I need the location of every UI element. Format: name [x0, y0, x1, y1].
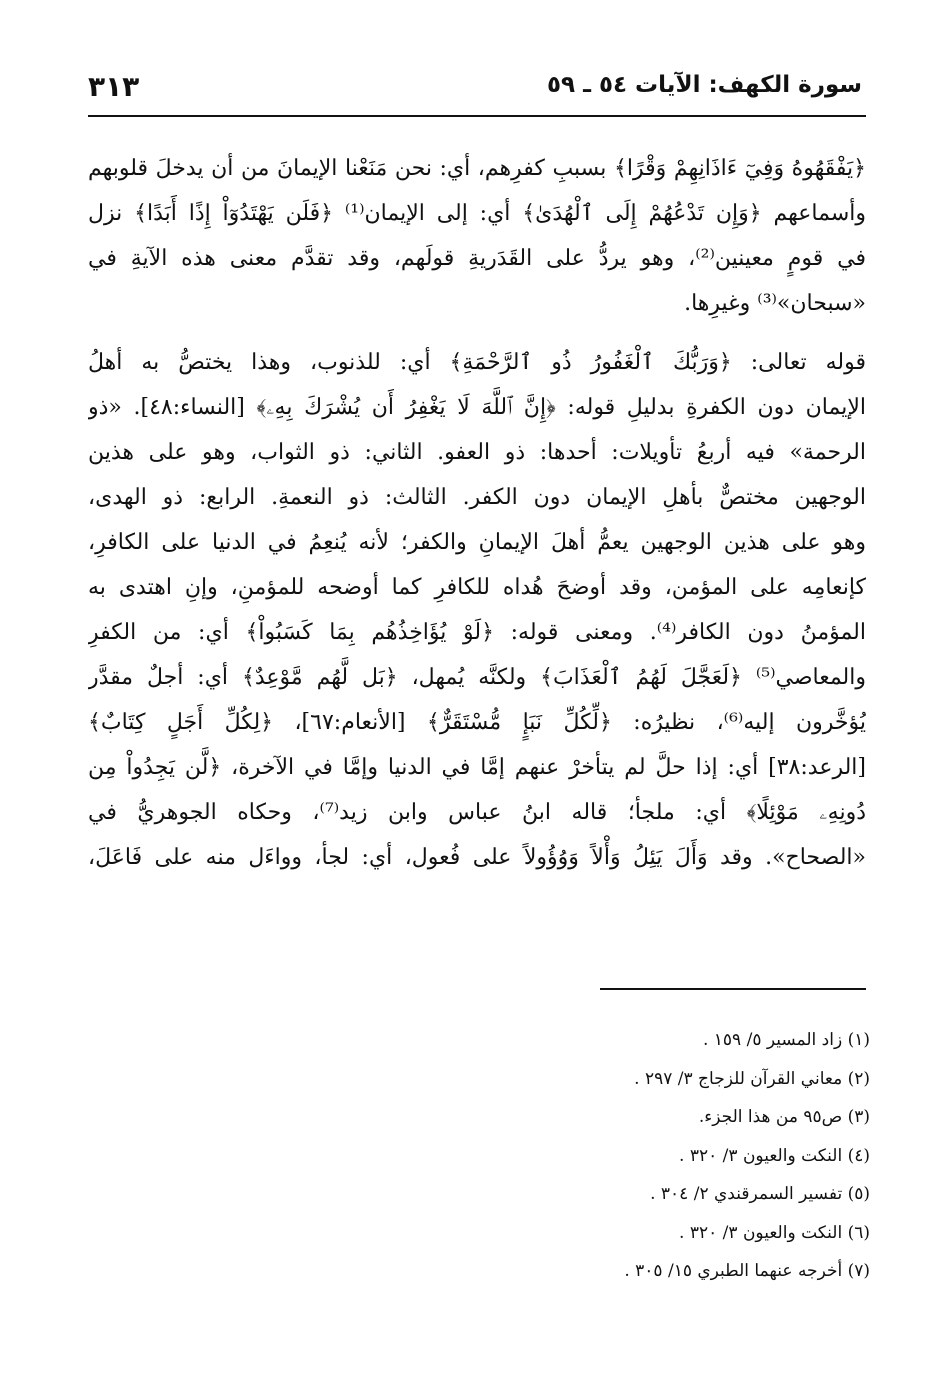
- text-line: يُؤخَّرون إليه⁽⁶⁾، نظيرُه: ﴿لِّكُلِّ نَبَإٍ مُّسْتَقَرٌّ﴾ [الأنعام:٦٧]، ﴿لِكُلِّ أَجَلٍ كِتَابٌ﴾: [88, 710, 866, 735]
- text-line: «سبحان»⁽³⁾ وغيرِها.: [684, 291, 866, 316]
- footnote: (١) زاد المسير ٥/ ١٥٩ .: [702, 1030, 870, 1050]
- paragraph-gap: [88, 326, 866, 340]
- page-number: ٣١٣: [88, 70, 140, 103]
- text-line: كإنعامِه على المؤمن، وقد أوضحَ هُداه للكافرِ كما أوضحه للمؤمنِ، وإنِ اهتدى به: [88, 575, 866, 600]
- text-line: «الصحاح». وقد وَأَلَ يَئِلُ وَأْلاً وَوُؤُولاً على فُعول، أي: لجأ، وواءَل منه على فَاعَلَ،: [88, 845, 866, 870]
- footnote: (٣) ص٩٥ من هذا الجزء.: [698, 1107, 870, 1127]
- main-text: [88, 146, 866, 880]
- footnote: (٢) معاني القرآن للزجاج ٣/ ٢٩٧ .: [634, 1068, 870, 1089]
- running-header: [88, 68, 862, 112]
- text-line: وأسماعهم ﴿وَإِن تَدْعُهُمْ إِلَى ٱلْهُدَىٰ﴾ أي: إلى الإيمان⁽¹⁾ ﴿فَلَن يَهْتَدُوٓاْ إِذًا أَبَدًا﴾ نزل: [88, 201, 866, 226]
- text-line: في قومٍ معينين⁽²⁾، وهو يردُّ على القَدَريةِ قولَهم، وقد تقدَّم معنى هذه الآيةِ في: [88, 246, 866, 271]
- footnote: (٤) النكت والعيون ٣/ ٣٢٠ .: [679, 1145, 870, 1166]
- text-line: قوله تعالى: ﴿وَرَبُّكَ ٱلْغَفُورُ ذُو ٱلرَّحْمَةِ﴾ أي: للذنوب، وهذا يختصُّ به أهلُ: [88, 350, 866, 375]
- footnote: (٦) النكت والعيون ٣/ ٣٢٠ .: [679, 1222, 870, 1243]
- text-line: الرحمة» فيه أربعُ تأويلات: أحدها: ذو العفو. الثاني: ذو الثواب، وهو على هذين: [88, 440, 866, 465]
- text-line: الوجهين مختصٌّ بأهلِ الإيمان دون الكفر. الثالث: ذو النعمةِ. الرابع: ذو الهدى،: [88, 485, 866, 510]
- footnote: (٥) تفسير السمرقندي ٢/ ٣٠٤ .: [650, 1184, 870, 1204]
- text-line: المؤمنُ دون الكافر⁽⁴⁾. ومعنى قوله: ﴿لَوْ يُؤَاخِذُهُم بِمَا كَسَبُواْ﴾ أي: من الكفرِ: [88, 620, 866, 645]
- footnote: (٧) أخرجه عنهما الطبري ١٥/ ٣٠٥ .: [624, 1261, 870, 1281]
- header-rule: [88, 115, 866, 117]
- surah-heading: سورة الكهف: الآيات ٥٤ ـ ٥٩: [547, 72, 862, 98]
- footnote-separator: [600, 988, 866, 990]
- text-line: ﴿يَفْقَهُوهُ وَفِيٓ ءَاذَانِهِمْ وَقْرًا﴾ بسببِ كفرِهم، أي: نحن مَنَعْنا الإيمانَ من أن يدخلَ قلوبهم: [88, 156, 866, 181]
- footnotes: [88, 1022, 870, 1292]
- text-line: والمعاصي⁽⁵⁾ ﴿لَعَجَّلَ لَهُمُ ٱلْعَذَابَ﴾ ولكنَّه يُمهل، ﴿بَل لَّهُم مَّوْعِدٌ﴾ أي: أجلٌ مقدَّر: [88, 665, 866, 690]
- text-line: الإيمان دون الكفرةِ بدليلِ قوله: ﴿إِنَّ ٱللَّهَ لَا يَغْفِرُ أَن يُشْرَكَ بِهِۦ﴾ [النساء:٤٨]. «ذو: [88, 395, 866, 420]
- text-line: دُونِهِۦ مَوْئِلًا﴾ أي: ملجأ؛ قاله ابنُ عباس وابن زيد⁽⁷⁾، وحكاه الجوهريُّ في: [88, 800, 866, 825]
- text-line: [الرعد:٣٨] أي: إذا حلَّ لم يتأخرْ عنهم إمَّا في الدنيا وإمَّا في الآخرة، ﴿لَّن يَجِدُواْ مِن: [88, 755, 866, 780]
- text-line: وهو على هذين الوجهين يعمُّ أهلَ الإيمانِ والكفر؛ لأنه يُنعِمُ في الدنيا على الكافرِ،: [88, 530, 866, 555]
